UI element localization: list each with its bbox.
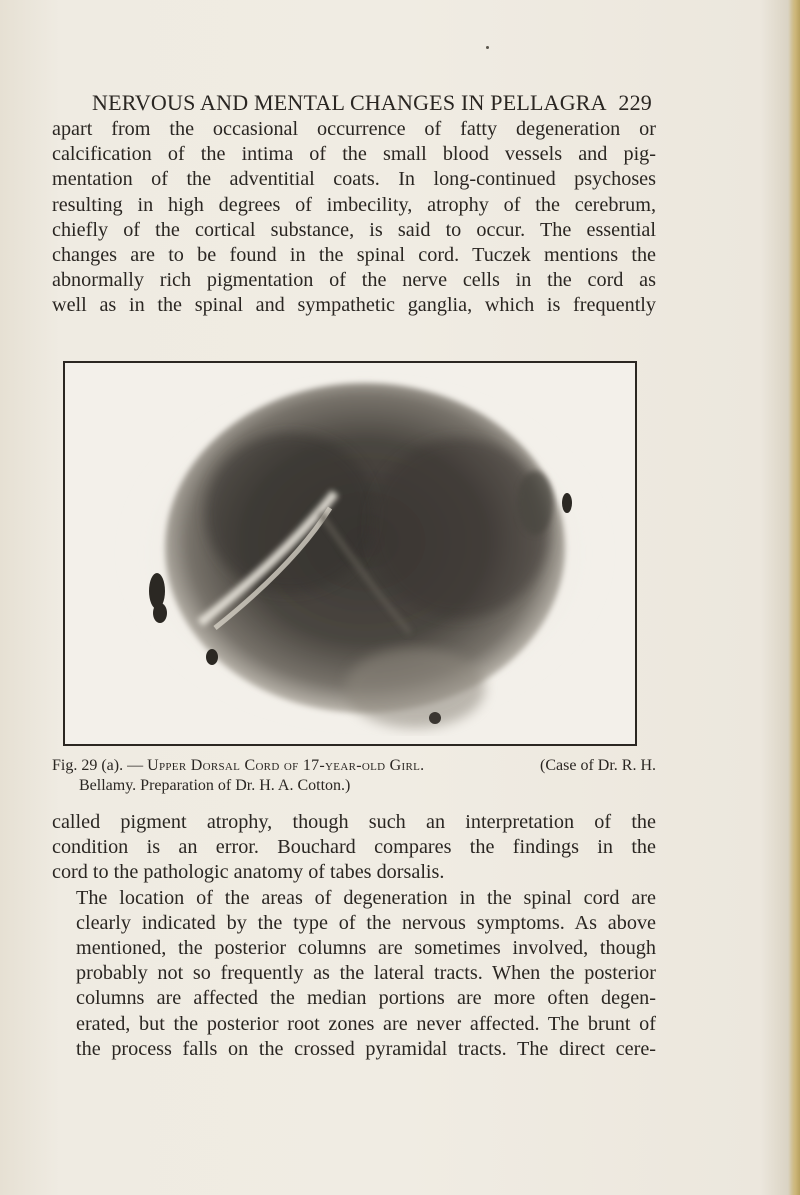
- paragraph: [52, 810, 656, 886]
- text-line: erated, but the posterior root zones are never affected. The brunt of: [76, 1012, 656, 1035]
- print-speck: [486, 46, 489, 49]
- spinal-cord-micrograph: [65, 363, 635, 744]
- figure-label: Fig. 29 (a). —: [52, 757, 148, 774]
- top-paragraph: [52, 117, 656, 319]
- running-head-title: NERVOUS AND MENTAL CHANGES IN PELLAGRA: [92, 90, 607, 115]
- text-line: apart from the occasional occurrence of fatty degeneration or: [52, 118, 656, 140]
- text-line: mentation of the adventitial coats. In long-continued psychoses: [52, 168, 656, 191]
- text-line: condition is an error. Bouchard compares the findings in the: [52, 836, 656, 859]
- text-line: calcification of the intima of the small blood vessels and pig-: [52, 143, 656, 166]
- text-line: The location of the areas of degeneration in the spinal cord are: [76, 886, 656, 909]
- text-line: chiefly of the cortical substance, is said to occur. The essential: [52, 218, 656, 241]
- running-head: [92, 90, 652, 116]
- figure-caption: [52, 756, 656, 796]
- figure-title: Upper Dorsal Cord of 17-year-old Girl.: [147, 757, 425, 774]
- bottom-text: [52, 810, 656, 1062]
- figure-credit-line1: (Case of Dr. R. H.: [540, 757, 656, 774]
- paragraph: [52, 117, 656, 319]
- text-line: clearly indicated by the type of the nervous symptoms. As above: [76, 911, 656, 934]
- paragraph: [52, 886, 656, 1062]
- page-edge: [788, 0, 800, 1195]
- text-line: changes are to be found in the spinal cord. Tuczek mentions the: [52, 244, 656, 267]
- text-line: abnormally rich pigmentation of the nerve cells in the cord as: [52, 269, 656, 292]
- figure-spinal-cord-section: [63, 361, 637, 746]
- text-line: cord to the pathologic anatomy of tabes dorsalis.: [52, 861, 445, 884]
- page-number: 229: [618, 90, 652, 115]
- text-line: resulting in high degrees of imbecility, atrophy of the cerebrum,: [52, 193, 656, 216]
- text-line: mentioned, the posterior columns are sometimes involved, though: [76, 937, 656, 960]
- text-line: called pigment atrophy, though such an interpretation of the: [52, 811, 656, 833]
- figure-credit-line2: Bellamy. Preparation of Dr. H. A. Cotton.): [79, 777, 351, 794]
- text-line: the process falls on the crossed pyramidal tracts. The direct cere-: [76, 1037, 656, 1060]
- text-line: probably not so frequently as the lateral tracts. When the posterior: [76, 962, 656, 985]
- text-line: well as in the spinal and sympathetic ganglia, which is frequently: [52, 294, 656, 317]
- text-line: columns are affected the median portions are more often degen-: [76, 987, 656, 1010]
